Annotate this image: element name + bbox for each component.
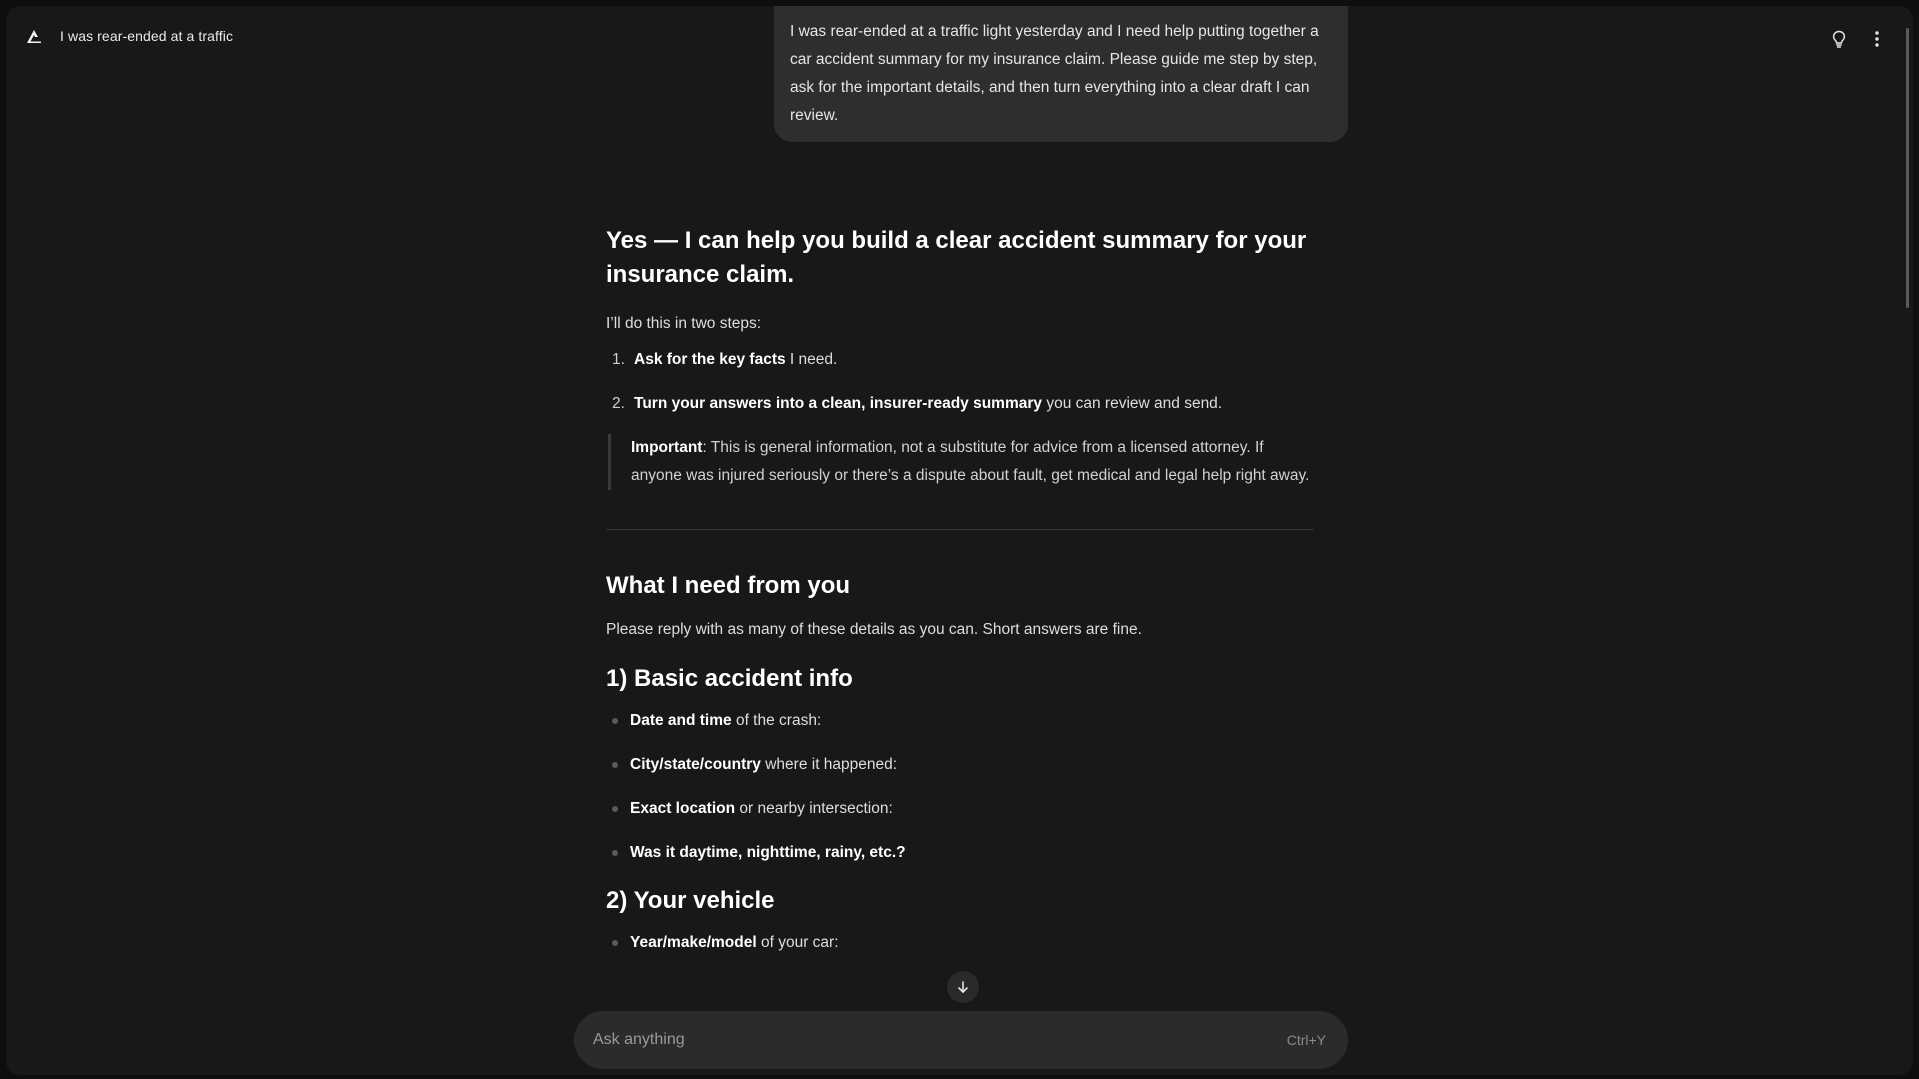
item-bold: Date and time bbox=[630, 712, 732, 729]
bullet bbox=[612, 718, 618, 724]
section-intro: Please reply with as many of these details as you can. Short answers are fine. bbox=[606, 621, 1142, 638]
step-text: I need. bbox=[785, 351, 838, 368]
list-item bbox=[606, 798, 1316, 820]
assistant-message bbox=[606, 224, 1316, 954]
assistant-heading: Yes — I can help you build a clear accident summary for your insurance claim. bbox=[606, 227, 1307, 288]
step-bold: Turn your answers into a clean, insurer-ready summary bbox=[634, 395, 1043, 412]
topbar-left bbox=[24, 26, 233, 46]
scrollbar-thumb[interactable] bbox=[1906, 28, 1909, 308]
group-title-basic-info: 1) Basic accident info bbox=[606, 665, 853, 692]
basic-info-list bbox=[606, 710, 1316, 864]
item-bold: Exact location bbox=[630, 800, 736, 817]
message-input[interactable] bbox=[593, 1031, 1287, 1049]
item-text: or nearby intersection: bbox=[735, 800, 893, 817]
user-message-bubble: I was rear-ended at a traffic light yesterday and I need help putting together a car accident summary for my insurance claim. Please guide me step by step, ask for the important details, and then turn everything into a clear draft I can review. bbox=[774, 6, 1348, 142]
list-item bbox=[606, 932, 1316, 954]
list-item bbox=[606, 754, 1316, 776]
step-number: 1. bbox=[612, 351, 625, 368]
vehicle-list bbox=[606, 932, 1316, 954]
topbar-actions bbox=[1829, 28, 1887, 50]
arrow-down-icon bbox=[956, 980, 970, 994]
message-composer[interactable] bbox=[574, 1011, 1348, 1069]
lightbulb-icon[interactable] bbox=[1829, 28, 1849, 50]
step-bold: Ask for the key facts bbox=[634, 351, 786, 368]
bullet bbox=[612, 762, 618, 768]
list-item bbox=[606, 710, 1316, 732]
bullet bbox=[612, 806, 618, 812]
item-text: of your car: bbox=[756, 934, 839, 951]
scroll-to-bottom-button[interactable] bbox=[947, 971, 979, 1003]
step-number: 2. bbox=[612, 395, 625, 412]
chat-title[interactable]: I was rear-ended at a traffic bbox=[60, 28, 234, 44]
list-item bbox=[606, 349, 1316, 371]
notice-text: : This is general information, not a substitute for advice from a licensed attorney. If anyone was injured seriously or there’s a dispute about fault, get medical and legal help right away. bbox=[631, 439, 1310, 484]
item-bold: City/state/country bbox=[630, 756, 761, 773]
app-window bbox=[6, 6, 1913, 1075]
notice-bold: Important bbox=[631, 439, 703, 456]
section-title: What I need from you bbox=[606, 572, 851, 599]
more-vertical-icon[interactable] bbox=[1867, 28, 1887, 50]
list-item bbox=[606, 842, 1316, 864]
item-bold: Year/make/model bbox=[630, 934, 757, 951]
assistant-intro: I’ll do this in two steps: bbox=[606, 315, 762, 332]
item-text: where it happened: bbox=[760, 756, 898, 773]
steps-list bbox=[606, 349, 1316, 415]
bullet bbox=[612, 940, 618, 946]
shortcut-hint: Ctrl+Y bbox=[1286, 1032, 1326, 1048]
step-text: you can review and send. bbox=[1042, 395, 1223, 412]
bullet bbox=[612, 850, 618, 856]
list-item bbox=[606, 393, 1316, 415]
item-text: of the crash: bbox=[731, 712, 822, 729]
important-notice bbox=[608, 434, 1316, 490]
group-title-vehicle: 2) Your vehicle bbox=[606, 887, 775, 914]
app-logo-icon[interactable] bbox=[24, 26, 44, 46]
divider bbox=[606, 529, 1314, 530]
item-bold: Was it daytime, nighttime, rainy, etc.? bbox=[630, 844, 906, 861]
